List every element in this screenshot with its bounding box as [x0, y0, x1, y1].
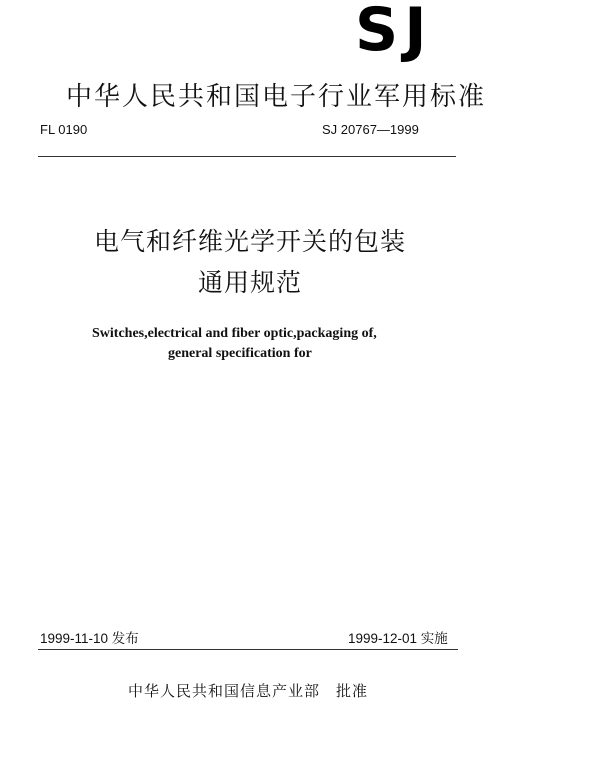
standard-number: SJ 20767—1999 [322, 122, 419, 137]
classification-code: FL 0190 [40, 122, 88, 137]
title-cn-line1: 电气和纤维光学开关的包装 [93, 227, 406, 256]
title-en-line1: Switches,electrical and fiber optic,packaging of, [92, 326, 377, 341]
series-title: 中华人民共和国电子行业军用标准 [66, 82, 487, 112]
issuing-authority: 中华人民共和国信息产业部 批准 [128, 682, 369, 700]
title-cn-line2: 通用规范 [197, 268, 302, 297]
issue-date: 1999-11-10 发布 [40, 631, 139, 646]
header-divider [38, 156, 456, 157]
implementation-date: 1999-12-01 实施 [348, 631, 448, 646]
footer-divider [38, 649, 458, 650]
title-en-line2: general specification for [168, 346, 312, 361]
standard-logo: SJ [355, 0, 433, 65]
